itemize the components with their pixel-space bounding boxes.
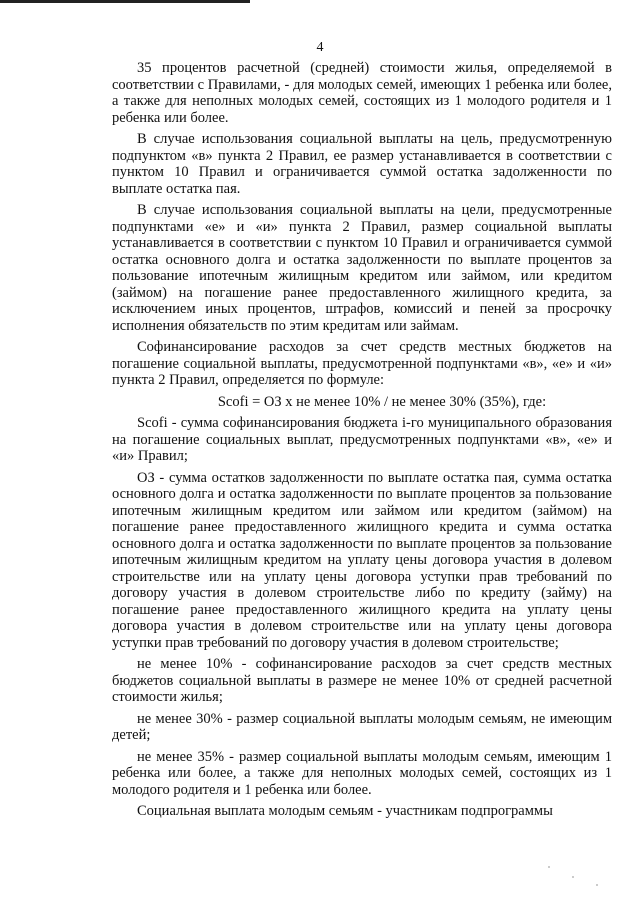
top-rule <box>0 0 250 3</box>
paragraph-1: 35 процентов расчетной (средней) стоимости жилья, определяемой в соответствии с Правилами, - для молодых семей, имеющих 1 ребенка или более, а также для неполных молодых семей, состоящих из 1 молодого родителя и 1 ребенка или более. <box>112 60 612 126</box>
formula: Scofi = ОЗ х не менее 10% / не менее 30% (35%), где: <box>217 393 547 410</box>
definition-35-percent: не менее 35% - размер социальной выплаты молодым семьям, имеющим 1 ребенка или более, а также для неполных молодых семей, состоящих из 1 молодого родителя и 1 ребенка или более. <box>112 748 612 798</box>
paragraph-4: Софинансирование расходов за счет средств местных бюджетов на погашение социальной выплаты, предусмотренной подпунктами «в», «е» и «и» пункта 2 Правил, определяется по формуле: <box>112 339 612 388</box>
definition-scofi: Scofi - сумма софинансирования бюджета i-го муниципального образования на погашение социальных выплат, предусмотренных подпунктами «в», «е» и «и» Правил; <box>112 415 612 464</box>
paragraph-3: В случае использования социальной выплаты на цели, предусмотренные подпунктами «е» и «и» пункта 2 Правил, размер социальной выплаты устанавливается в соответствии с пунктом 10 Правил и ограничивается суммой остатка основного долга и остатка задолженности по выплате процентов за пользование ипотечным жилищным кредитом или займом, или кредитом (займом) на погашение ранее предоставленного жилищного кредита, за исключением иных процентов, штрафов, комиссий и пеней за просрочку исполнения обязательств по этим кредитам или займам. <box>112 202 612 334</box>
definition-30-percent: не менее 30% - размер социальной выплаты молодым семьям, не имеющим детей; <box>112 710 612 743</box>
page-number: 4 <box>316 40 324 55</box>
paragraph-2: В случае использования социальной выплаты на цель, предусмотренную подпунктом «в» пункта 2 Правил, ее размер устанавливается в соответствии с пунктом 10 Правил и ограничивается суммой остатка задолженности по выплате остатка пая. <box>112 131 612 197</box>
scan-speck <box>548 866 550 868</box>
scan-speck <box>596 884 598 886</box>
definition-oz: ОЗ - сумма остатков задолженности по выплате остатка пая, сумма остатка основного долга и остатка задолженности по выплате процентов за пользование ипотечным жилищным кредитом или займом или кредитом (займом) на погашение ранее предоставленного жилищного кредита и сумма остатка основного долга и остатка задолженности по выплате процентов за пользование ипотечным жилищным кредитом на уплату цены договора участия в долевом строительстве или на уплату цены договора уступки прав требований по договору участия в долевом строительстве либо по кредиту (займу) на погашение ранее предоставленного жилищного кредита на уплату цены договора участия в долевом строительстве или на уплату цены договора уступки прав требований по договору участия в долевом строительстве; <box>112 469 612 651</box>
last-line: Социальная выплата молодым семьям - участникам подпрограммы <box>137 803 553 819</box>
scan-speck <box>572 876 574 878</box>
definition-10-percent: не менее 10% - софинансирование расходов за счет средств местных бюджетов социальной выплаты в размере не менее 10% от средней расчетной стоимости жилья; <box>112 656 612 705</box>
document-body <box>112 60 612 825</box>
